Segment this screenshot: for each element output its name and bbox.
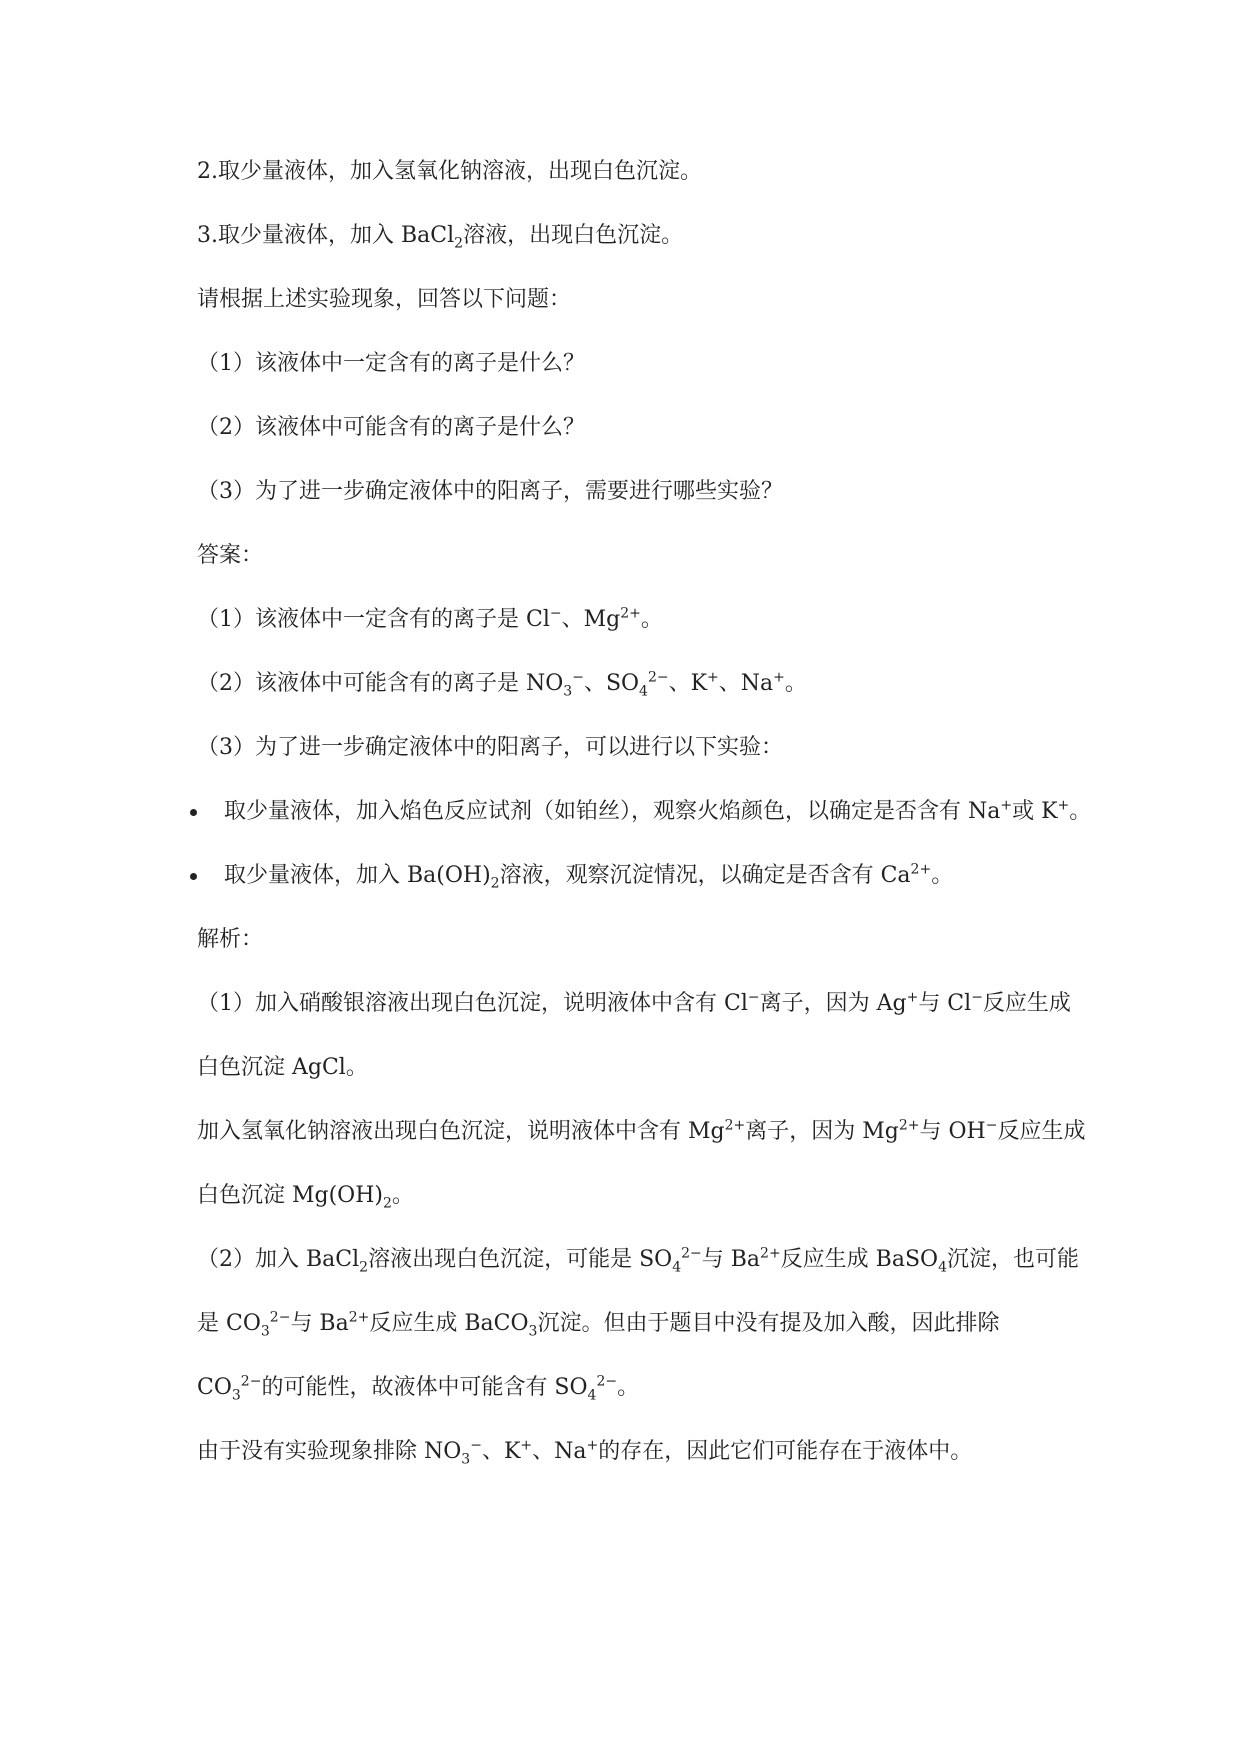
analysis-3: 由于没有实验现象排除 $NO_3^-$、K+、Na+的存在，因此它们可能存在于液体中。 [197, 1437, 973, 1468]
document-body [152, 140, 1092, 1484]
analysis-2: （2）加入 BaCl$_2$溶液出现白色沉淀，可能是 $SO_4^{2-}$与 $Ba^{2+}$反应生成 BaSO$_4$沉淀，也可能是 $CO_3^{2-}$与 $Ba^{2+}$反应生成 BaCO$_3$沉淀。但由于题目中没有提及加入酸，因此排除 $CO_3^{2-}$的可能性，故液体中可能含有 $SO_4^{2-}$。 [197, 1245, 1079, 1404]
bullet-item-baoh2-test: 取少量液体，加入 $Ba(OH)_2$溶液，观察沉淀情况，以确定是否含有 $Ca^{2+}$。 [152, 844, 1092, 908]
analysis-1b: 加入氢氧化钠溶液出现白色沉淀，说明液体中含有 $Mg^{2+}$离子，因为 $Mg^{2+}$与 OH−反应生成白色沉淀 $Mg(OH)_2$。 [197, 1117, 1086, 1212]
bullet-item-flame-test: 取少量液体，加入焰色反应试剂（如铂丝），观察火焰颜色，以确定是否含有 Na+或 K+。 [152, 780, 1092, 844]
answer-1: （1）该液体中一定含有的离子是 Cl−、$Mg^{2+}$。 [197, 605, 663, 632]
bullet-dot-icon [190, 809, 197, 816]
question-intro: 请根据上述实验现象，回答以下问题： [197, 287, 572, 312]
answer-3: （3）为了进一步确定液体中的阳离子，可以进行以下实验： [197, 735, 783, 760]
answer-2: （2）该液体中可能含有的离子是 $NO_3^-$、$SO_4^{2-}$、K+、Na+。 [197, 669, 807, 700]
answer-label: 答案： [197, 543, 264, 568]
question-1: （1）该液体中一定含有的离子是什么？ [197, 351, 585, 376]
question-3: （3）为了进一步确定液体中的阳离子，需要进行哪些实验？ [197, 479, 783, 504]
bullet-dot-icon [190, 873, 197, 880]
analysis-1: （1）加入硝酸银溶液出现白色沉淀，说明液体中含有 Cl−离子，因为 Ag+与 Cl−反应生成白色沉淀 AgCl。 [197, 989, 1071, 1080]
analysis-label: 解析： [197, 927, 264, 952]
question-2: （2）该液体中可能含有的离子是什么？ [197, 415, 585, 440]
step-2-line: 2.取少量液体，加入氢氧化钠溶液，出现白色沉淀。 [197, 159, 702, 184]
step-3-line: 3.取少量液体，加入 BaCl$_2$溶液，出现白色沉淀。 [197, 223, 684, 252]
